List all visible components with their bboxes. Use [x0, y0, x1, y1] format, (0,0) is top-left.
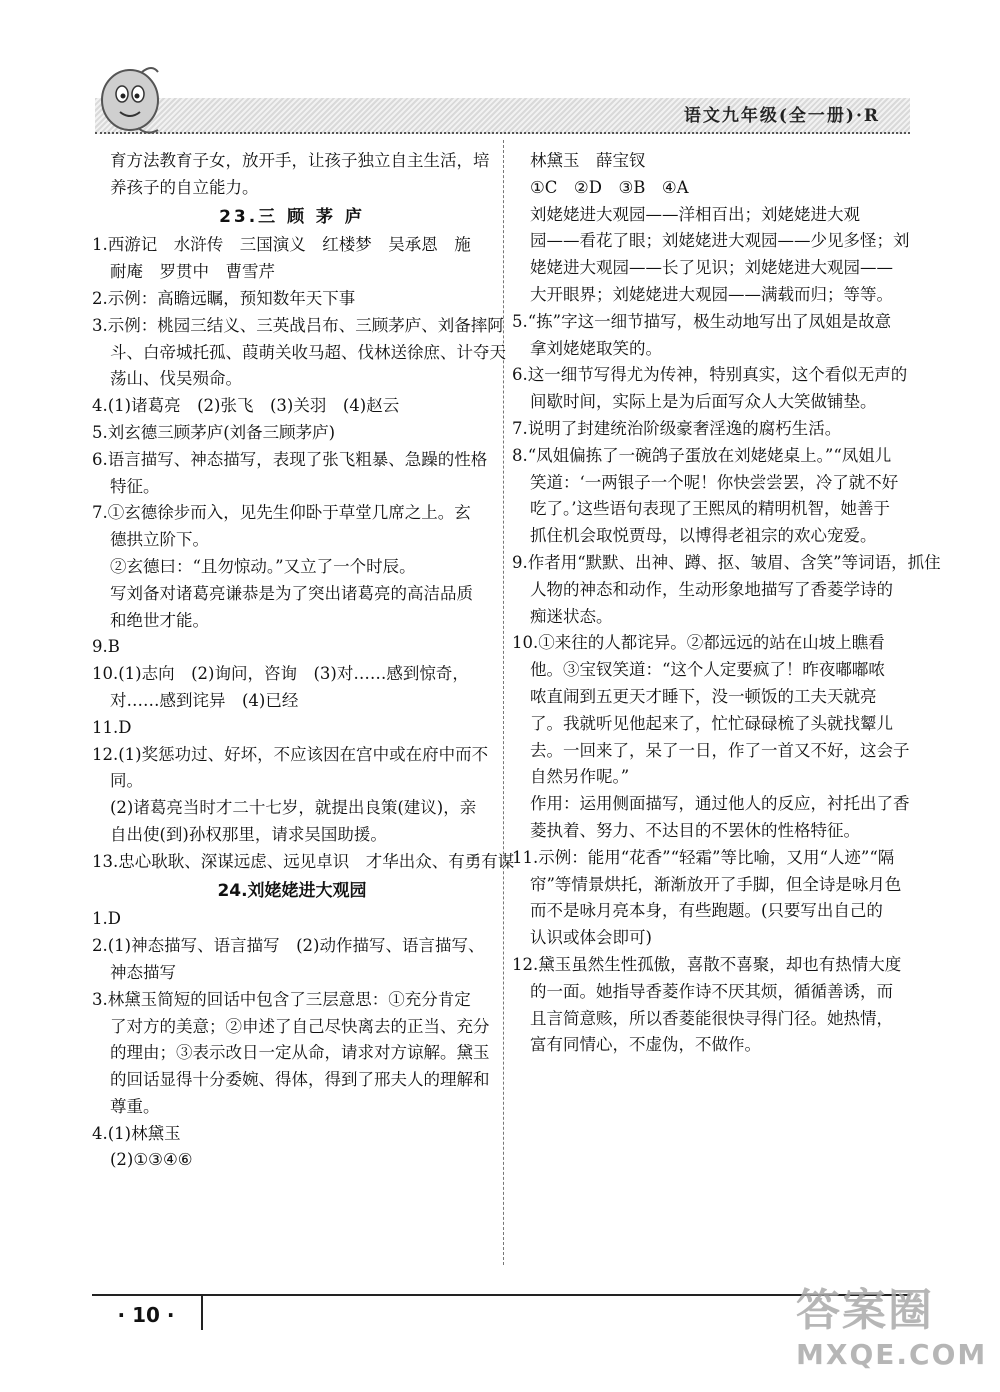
answer-line: 对……感到诧异 (4)已经 [110, 690, 299, 710]
answer-line: 的一面。她指导香菱作诗不厌其烦，循循善诱，而 [530, 981, 893, 1001]
watermark-logo: 答案圈 [796, 1285, 934, 1336]
answer-line: 11.D [92, 717, 132, 737]
right-column [512, 148, 941, 1059]
header-band [95, 98, 910, 134]
watermark-site: MXQE.COM [796, 1338, 988, 1371]
answer-line: 园——看花了眼；刘姥姥进大观园——少见多怪；刘 [530, 231, 910, 251]
answer-line: 林黛玉 薛宝钗 [530, 151, 646, 170]
answer-line: 而不是咏月亮本身，有些跑题。(只要写出自己的 [530, 901, 883, 921]
answer-line: 大开眼界；刘姥姥进大观园——满载而归；等等。 [530, 284, 893, 304]
answer-line: 12.(1)奖惩功过、好坏，不应该因在宫中或在府中而不 [92, 744, 489, 764]
answer-line: 了。我就听见他起来了，忙忙碌碌梳了头就找颦儿 [530, 713, 893, 733]
answer-line: 耐庵 罗贯中 曹雪芹 [110, 262, 275, 282]
answer-line: 抓住机会取悦贾母，以博得老祖宗的欢心宠爱。 [530, 526, 877, 546]
answer-line: 帘”等情景烘托，渐渐放开了手脚，但全诗是咏月色 [530, 874, 902, 894]
answer-line: 7.①玄德徐步而入，见先生仰卧于草堂几席之上。玄 [92, 503, 471, 523]
answer-line: 他。③宝钗笑道：“这个人定要疯了！昨夜嘟嘟哝 [530, 660, 885, 680]
answer-line: 1.D [92, 909, 121, 929]
answer-line: 4.(1)诸葛亮 (2)张飞 (3)关羽 (4)赵云 [92, 396, 400, 416]
footer-rule [92, 1294, 910, 1296]
left-column [92, 148, 515, 1174]
answer-line: 德拱立阶下。 [110, 530, 209, 550]
answer-line: 去。一回来了，呆了一日，作了一首又不好，这会子 [530, 740, 910, 760]
answer-line: 11.示例：能用“花香”“轻霜”等比喻，又用“人迹”“隔 [512, 847, 895, 867]
answer-line: 3.林黛玉简短的回话中包含了三层意思：①充分肯定 [92, 989, 471, 1009]
answer-line: 养孩子的自立能力。 [110, 177, 259, 197]
section-heading: 23.三 顾 茅 庐 [219, 206, 365, 227]
mascot-icon [92, 60, 172, 140]
answer-line: 6.这一细节写得尤为传神，特别真实，这个看似无声的 [512, 365, 908, 385]
page-number: · 10 · [117, 1303, 175, 1327]
answer-line: 自然另作呢。” [530, 767, 630, 787]
answer-line: ①C ②D ③B ④A [530, 177, 689, 197]
answer-line: 作用：运用侧面描写，通过他人的反应，衬托出了香 [530, 794, 910, 814]
answer-line: 间歇时间，实际上是为后面写众人大笑做铺垫。 [530, 392, 877, 412]
answer-line: 刘姥姥进大观园——洋相百出；刘姥姥进大观 [530, 204, 860, 224]
answer-line: 和绝世才能。 [110, 610, 209, 630]
answer-line: 9.作者用“默默、出神、蹲、抠、皱眉、含笑”等词语，抓住 [512, 552, 941, 572]
answer-line: 认识或体会即可) [530, 928, 652, 948]
answer-line: 1.西游记 水浒传 三国演义 红楼梦 吴承恩 施 [92, 235, 471, 255]
answer-line: 且言简意赅，所以香菱能很快寻得门径。她热情， [530, 1008, 893, 1028]
answer-line: 笑道：‘一两银子一个呢！你快尝尝罢，冷了就不好 [530, 472, 899, 492]
answer-line: 痴迷状态。 [530, 606, 613, 626]
answer-line: 自出使(到)孙权那里，请求吴国助援。 [110, 824, 387, 844]
answer-line: 5.“拣”字这一细节描写，极生动地写出了凤姐是故意 [512, 311, 892, 331]
answer-line: 同。 [110, 771, 143, 791]
answer-line: ②玄德曰：“且勿惊动。”又立了一个时辰。 [110, 556, 416, 576]
answer-line: 3.示例：桃园三结义、三英战吕布、三顾茅庐、刘备摔阿 [92, 315, 504, 335]
answer-line: 12.黛玉虽然生性孤傲，喜散不喜聚，却也有热情大度 [512, 954, 902, 974]
answer-line: 8.“凤姐偏拣了一碗鸽子蛋放在刘姥姥桌上。”“凤姐儿 [512, 445, 892, 465]
footer-separator [201, 1294, 203, 1330]
answer-line: 7.说明了封建统治阶级豪奢淫逸的腐朽生活。 [512, 418, 842, 438]
answer-line: 9.B [92, 637, 120, 657]
answer-line: 6.语言描写、神态描写，表现了张飞粗暴、急躁的性格 [92, 449, 488, 469]
answer-line: 尊重。 [110, 1096, 160, 1116]
answer-line: 神态描写 [110, 962, 176, 982]
answer-line: 人物的神态和动作，生动形象地描写了香菱学诗的 [530, 579, 893, 599]
answer-line: 斗、白帝城托孤、葭萌关收马超、伐林送徐庶、计夺天 [110, 342, 506, 362]
answer-line: 写刘备对诸葛亮谦恭是为了突出诸葛亮的高洁品质 [110, 583, 473, 603]
answer-line: (2)诸葛亮当时才二十七岁，就提出良策(建议)，亲 [110, 798, 477, 818]
answer-line: 吃了。’这些语句表现了王熙凤的精明机智，她善于 [530, 499, 890, 519]
answer-line: 的理由；③表示改日一定从命，请求对方谅解。黛玉 [110, 1043, 490, 1063]
answer-line: 10.(1)志向 (2)询问，咨询 (3)对……感到惊奇， [92, 664, 469, 684]
answer-line: 拿刘姥姥取笑的。 [530, 338, 662, 358]
answer-line: 10.①来往的人都诧异。②都远远的站在山坡上瞧看 [512, 633, 885, 653]
answer-line: 荡山、伐吴殒命。 [110, 369, 242, 389]
column-divider [503, 140, 504, 1265]
answer-line: 5.刘玄德三顾茅庐(刘备三顾茅庐) [92, 422, 336, 442]
answer-line: 2.(1)神态描写、语言描写 (2)动作描写、语言描写、 [92, 936, 485, 956]
answer-line: 姥姥进大观园——长了见识；刘姥姥进大观园—— [530, 258, 893, 278]
answer-line: 4.(1)林黛玉 [92, 1123, 181, 1143]
answer-line: 特征。 [110, 476, 160, 496]
answer-line: 菱执着、努力、不达目的不罢休的性格特征。 [530, 820, 860, 840]
section-heading: 24.刘姥姥进大观园 [217, 880, 367, 901]
answer-line: (2)①③④⑥ [110, 1150, 193, 1170]
header-title: 语文九年级(全一册)·R [683, 106, 880, 126]
answer-line: 2.示例：高瞻远瞩，预知数年天下事 [92, 288, 356, 308]
answer-line: 13.忠心耿耿、深谋远虑、远见卓识 才华出众、有勇有谋 [92, 851, 515, 871]
watermark [796, 1274, 986, 1384]
answer-line: 富有同情心，不虚伪，不做作。 [530, 1035, 761, 1055]
answer-line: 哝直闹到五更天才睡下，没一顿饭的工夫天就亮 [530, 686, 877, 706]
answer-line: 了对方的美意；②申述了自己尽快离去的正当、充分 [110, 1016, 490, 1036]
answer-line: 育方法教育子女，放开手，让孩子独立自主生活，培 [110, 151, 490, 170]
answer-line: 的回话显得十分委婉、得体，得到了邢夫人的理解和 [110, 1070, 490, 1090]
